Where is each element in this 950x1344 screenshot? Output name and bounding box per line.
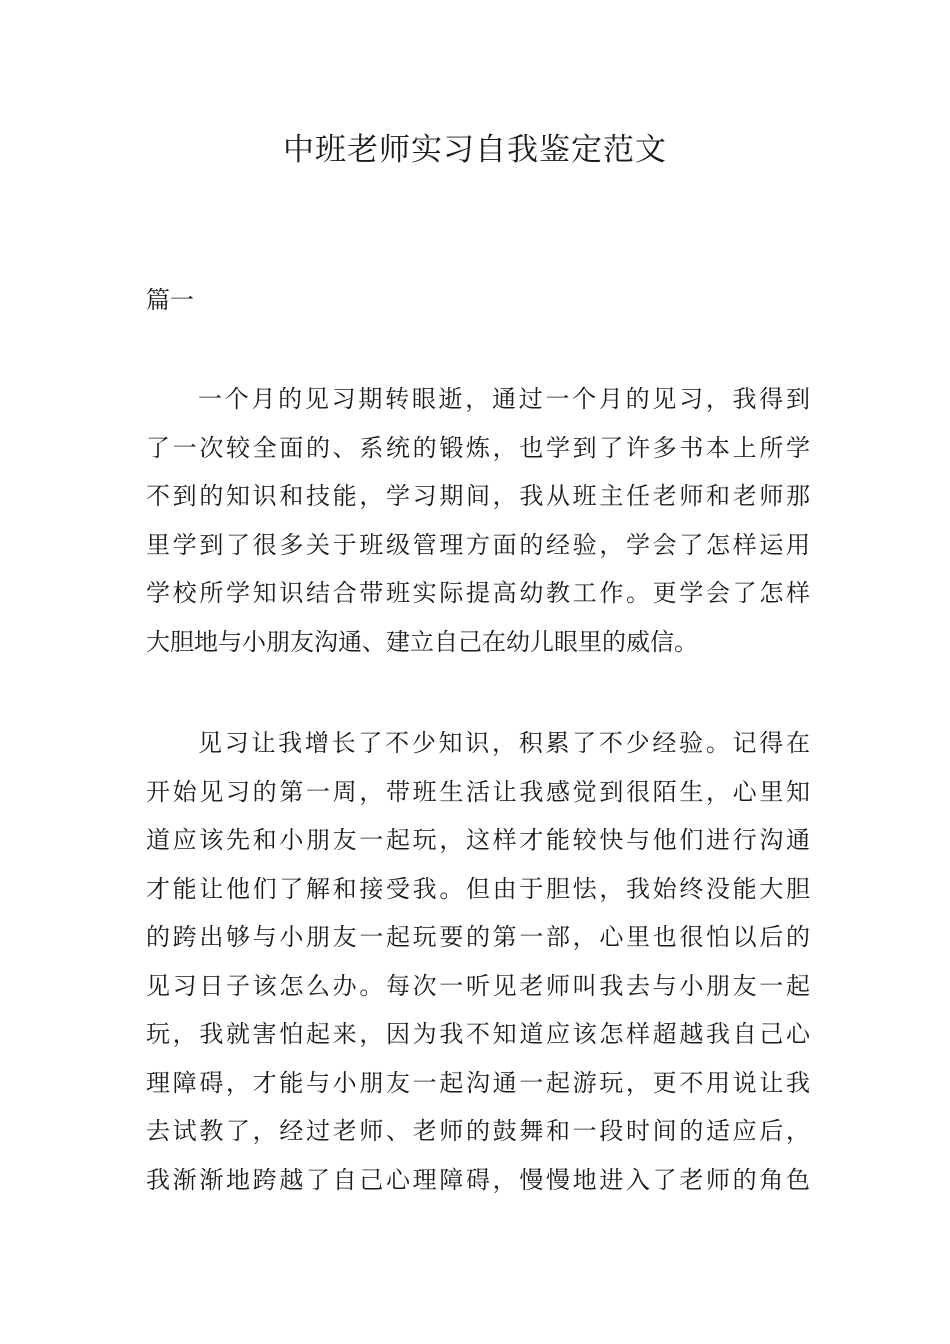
section-heading: 篇一 [146,286,194,314]
paragraph-line: 的跨出够与小朋友一起玩要的第一部，心里也很怕以后的 [146,923,810,951]
paragraph-line: 我渐渐地跨越了自己心理障碍，慢慢地进入了老师的角色 [146,1165,810,1194]
paragraph-2 [146,719,810,1204]
paragraph-line: 理障碍，才能与小朋友一起沟通一起游玩，更不用说让我 [146,1068,810,1097]
paragraph-line: 一个月的见习期转眼逝，通过一个月的见习，我得到 [198,385,810,413]
paragraph-line: 里学到了很多关于班级管理方面的经验，学会了怎样运用 [146,530,810,559]
paragraph-line: 见习让我增长了不少知识，积累了不少经验。记得在 [198,729,810,757]
paragraph-line: 不到的知识和技能，学习期间，我从班主任老师和老师那 [146,482,810,510]
paragraph-line: 道应该先和小朋友一起玩，这样才能较快与他们进行沟通 [146,826,810,854]
document-title: 中班老师实习自我鉴定范文 [283,132,667,168]
paragraph-1 [146,375,810,666]
paragraph-line: 玩，我就害怕起来，因为我不知道应该怎样超越我自己心 [146,1020,810,1048]
paragraph-line: 见习日子该怎么办。每次一听见老师叫我去与小朋友一起 [146,971,810,1000]
paragraph-line: 开始见习的第一周，带班生活让我感觉到很陌生，心里知 [146,777,810,806]
paragraph-line: 了一次较全面的、系统的锻炼，也学到了许多书本上所学 [146,433,810,462]
paragraph-line: 才能让他们了解和接受我。但由于胆怯，我始终没能大胆 [146,874,810,903]
paragraph-line: 大胆地与小朋友沟通、建立自己在幼儿眼里的威信。 [146,627,698,656]
paragraph-line: 学校所学知识结合带班实际提高幼教工作。更学会了怎样 [146,579,810,607]
paragraph-line: 去试教了，经过老师、老师的鼓舞和一段时间的适应后， [146,1117,810,1145]
